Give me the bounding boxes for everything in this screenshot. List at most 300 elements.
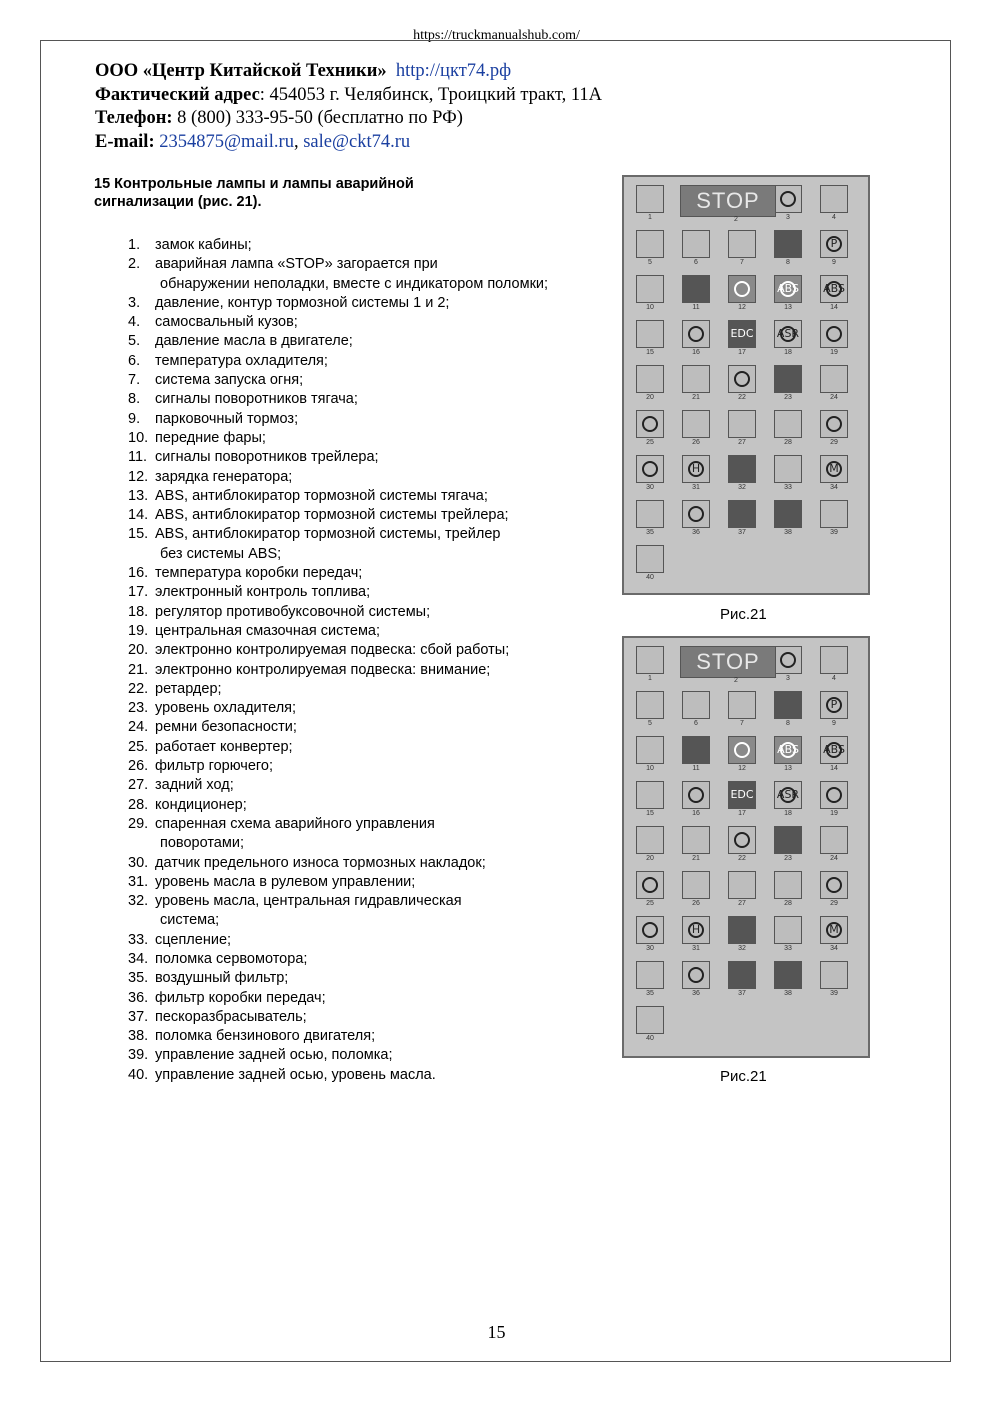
indicator-number-label: 40 <box>646 574 654 581</box>
indicator-39 <box>814 498 854 540</box>
warning-lamp-icon <box>636 320 664 348</box>
list-item <box>128 332 588 351</box>
list-item-number: 10. <box>128 429 149 446</box>
list-item-text: замок кабины; <box>155 237 252 253</box>
indicator-number-label: 16 <box>692 349 700 356</box>
list-item-text: сцепление; <box>155 931 232 948</box>
warning-lamp-icon <box>636 871 664 899</box>
indicator-number-label: 20 <box>646 855 654 862</box>
indicator-number-label: 5 <box>648 720 652 727</box>
indicator-number-label: 7 <box>740 720 744 727</box>
indicator-number-label: 6 <box>694 720 698 727</box>
email-link-1[interactable]: 2354875@mail.ru <box>159 131 294 152</box>
list-item <box>128 622 588 641</box>
indicator-number-label: 10 <box>646 304 654 311</box>
list-item <box>128 1008 588 1027</box>
indicator-number-label: 23 <box>784 855 792 862</box>
indicator-number-label: 19 <box>830 349 838 356</box>
indicator-number-label: 20 <box>646 394 654 401</box>
indicator-number-label: 22 <box>738 394 746 401</box>
indicator-39 <box>814 959 854 1001</box>
indicator-number-label: 21 <box>692 394 700 401</box>
indicator-number-label: 17 <box>738 810 746 817</box>
list-item-number: 7. <box>128 372 141 389</box>
indicator-16 <box>676 318 716 360</box>
list-item-number: 35. <box>128 970 149 987</box>
dashboard-figure-1 <box>622 175 870 595</box>
warning-lamp-icon <box>636 230 664 258</box>
indicator-number-label: 25 <box>646 900 654 907</box>
email-label: E-mail: <box>95 131 155 152</box>
warning-lamp-icon <box>682 691 710 719</box>
indicator-number-label: 40 <box>646 1035 654 1042</box>
list-item-text: температура охладителя; <box>155 352 328 369</box>
list-item-text: самосвальный кузов; <box>155 314 298 331</box>
list-item <box>128 313 588 332</box>
indicator-26 <box>676 408 716 450</box>
list-item <box>128 796 588 815</box>
warning-lamp-icon <box>636 736 664 764</box>
list-item-text: работает конвертер; <box>155 738 293 755</box>
indicator-12 <box>722 273 762 315</box>
list-item-continuation: обнаружении неполадки, вместе с индикатором поломки; <box>160 275 549 292</box>
warning-lamp-icon <box>682 871 710 899</box>
warning-lamp-icon: ASR <box>774 781 802 809</box>
indicator-number-label: 11 <box>692 304 700 311</box>
indicator-28 <box>768 408 808 450</box>
indicator-36 <box>676 498 716 540</box>
warning-lamp-icon <box>728 455 756 483</box>
indicator-11 <box>676 273 716 315</box>
indicator-22 <box>722 363 762 405</box>
indicator-number-label: 39 <box>830 990 838 997</box>
indicator-1 <box>630 183 670 225</box>
indicator-35 <box>630 498 670 540</box>
indicator-17 <box>722 779 762 821</box>
warning-lamp-icon <box>820 781 848 809</box>
warning-lamp-icon <box>774 871 802 899</box>
list-item <box>128 892 588 931</box>
list-item-text: ABS, антиблокиратор тормозной системы тягача; <box>155 487 488 504</box>
list-item-text: сигналы поворотников тягача; <box>155 391 358 408</box>
lamp-list <box>128 236 588 1085</box>
indicator-number-label: 35 <box>646 990 654 997</box>
list-item <box>128 487 588 506</box>
list-item-number: 5. <box>128 333 141 350</box>
indicator-number-label: 6 <box>694 259 698 266</box>
indicator-number-label: 1 <box>648 214 652 221</box>
list-item <box>128 1046 588 1065</box>
warning-lamp-icon <box>636 185 664 213</box>
list-item <box>128 776 588 795</box>
indicator-number-label: 2 <box>734 677 738 684</box>
warning-lamp-icon <box>820 185 848 213</box>
indicator-number-label: 8 <box>786 259 790 266</box>
indicator-number-label: 24 <box>830 394 838 401</box>
indicator-9 <box>814 228 854 270</box>
indicator-number-label: 14 <box>830 765 838 772</box>
warning-lamp-icon <box>728 275 756 303</box>
list-item-number: 29. <box>128 815 149 832</box>
indicator-number-label: 25 <box>646 439 654 446</box>
indicator-6 <box>676 228 716 270</box>
warning-lamp-icon <box>774 455 802 483</box>
indicator-5 <box>630 689 670 731</box>
indicator-32 <box>722 453 762 495</box>
indicator-36 <box>676 959 716 1001</box>
warning-lamp-icon <box>774 410 802 438</box>
stop-lamp: STOP <box>680 646 776 678</box>
warning-lamp-icon: EDC <box>728 781 756 809</box>
list-item <box>128 564 588 583</box>
figure-caption-1: Рис.21 <box>720 606 767 623</box>
indicator-number-label: 37 <box>738 529 746 536</box>
warning-lamp-icon <box>820 826 848 854</box>
warning-lamp-icon: ABS <box>774 736 802 764</box>
indicator-number-label: 23 <box>784 394 792 401</box>
list-item-text: фильтр горючего; <box>155 758 273 775</box>
list-item <box>128 950 588 969</box>
indicator-number-label: 38 <box>784 990 792 997</box>
warning-lamp-icon <box>728 500 756 528</box>
indicator-11 <box>676 734 716 776</box>
list-item <box>128 969 588 988</box>
indicator-32 <box>722 914 762 956</box>
indicator-35 <box>630 959 670 1001</box>
warning-lamp-icon: H <box>682 916 710 944</box>
list-item-number: 14. <box>128 507 149 524</box>
list-item-text: задний ход; <box>155 777 234 794</box>
list-item-number: 19. <box>128 622 149 639</box>
list-item-number: 33. <box>128 931 149 948</box>
warning-lamp-icon <box>774 365 802 393</box>
indicator-22 <box>722 824 762 866</box>
indicator-number-label: 3 <box>786 214 790 221</box>
list-item <box>128 448 588 467</box>
indicator-number-label: 29 <box>830 900 838 907</box>
indicator-number-label: 32 <box>738 484 746 491</box>
warning-lamp-icon <box>728 736 756 764</box>
indicator-8 <box>768 689 808 731</box>
indicator-number-label: 21 <box>692 855 700 862</box>
list-item-number: 24. <box>128 719 149 736</box>
list-item-number: 13. <box>128 487 149 504</box>
indicator-number-label: 26 <box>692 439 700 446</box>
list-item-number: 8. <box>128 391 141 408</box>
page-number: 15 <box>487 1322 506 1342</box>
warning-lamp-icon <box>682 230 710 258</box>
list-item <box>128 603 588 622</box>
list-item-number: 2. <box>128 256 141 273</box>
list-item-number: 3. <box>128 294 141 311</box>
indicator-number-label: 30 <box>646 945 654 952</box>
list-item-text: уровень масла в рулевом управлении; <box>155 873 416 890</box>
list-item <box>128 873 588 892</box>
list-item <box>128 680 588 699</box>
indicator-number-label: 7 <box>740 259 744 266</box>
indicator-number-label: 27 <box>738 900 746 907</box>
list-item-number: 28. <box>128 796 149 813</box>
indicator-25 <box>630 869 670 911</box>
indicator-number-label: 26 <box>692 900 700 907</box>
warning-lamp-icon: EDC <box>728 320 756 348</box>
list-item-number: 6. <box>128 352 141 369</box>
indicator-number-label: 4 <box>832 214 836 221</box>
warning-lamp-icon <box>774 230 802 258</box>
list-item-number: 26. <box>128 758 149 775</box>
list-item-text: электронно контролируемая подвеска: сбой работы; <box>155 642 510 659</box>
list-item <box>128 236 588 255</box>
list-item <box>128 410 588 429</box>
warning-lamp-icon <box>682 781 710 809</box>
warning-lamp-icon <box>728 961 756 989</box>
warning-lamp-icon <box>636 916 664 944</box>
indicator-33 <box>768 914 808 956</box>
list-item <box>128 738 588 757</box>
indicator-number-label: 1 <box>648 675 652 682</box>
list-item <box>128 815 588 854</box>
email-separator: , <box>293 131 304 152</box>
list-item-text: ремни безопасности; <box>155 719 297 736</box>
warning-lamp-icon <box>728 691 756 719</box>
dashboard-figure-2 <box>622 636 870 1058</box>
indicator-4 <box>814 644 854 686</box>
indicator-7 <box>722 228 762 270</box>
list-item-number: 1. <box>128 237 141 253</box>
indicator-number-label: 36 <box>692 529 700 536</box>
warning-lamp-icon: M <box>820 455 848 483</box>
list-item-text: уровень охладителя; <box>155 700 297 717</box>
list-item-text: ABS, антиблокиратор тормозной системы трейлера; <box>155 507 509 524</box>
indicator-number-label: 18 <box>784 349 792 356</box>
warning-lamp-icon <box>820 365 848 393</box>
indicator-9 <box>814 689 854 731</box>
list-item-text: давление, контур тормозной системы 1 и 2; <box>155 294 450 311</box>
indicator-number-label: 31 <box>692 945 700 952</box>
indicator-number-label: 33 <box>784 945 792 952</box>
warning-lamp-icon <box>636 500 664 528</box>
warning-lamp-icon <box>774 691 802 719</box>
warning-lamp-icon <box>636 275 664 303</box>
address-value: : 454053 г. Челябинск, Троицкий тракт, 11А <box>259 84 603 105</box>
list-item-number: 12. <box>128 468 149 485</box>
indicator-14 <box>814 734 854 776</box>
indicator-31 <box>676 453 716 495</box>
phone-value: 8 (800) 333-95-50 (бесплатно по РФ) <box>172 108 463 128</box>
indicator-number-label: 19 <box>830 810 838 817</box>
list-item-number: 37. <box>128 1008 149 1025</box>
indicator-number-label: 13 <box>784 304 792 311</box>
indicator-number-label: 14 <box>830 304 838 311</box>
stop-lamp: STOP <box>680 185 776 217</box>
list-item <box>128 429 588 448</box>
indicator-number-label: 12 <box>738 765 746 772</box>
list-item <box>128 757 588 776</box>
list-item-number: 15. <box>128 526 149 543</box>
warning-lamp-icon <box>728 230 756 258</box>
indicator-18 <box>768 779 808 821</box>
list-item-text: температура коробки передач; <box>155 565 363 582</box>
list-item-number: 34. <box>128 950 149 967</box>
list-item <box>128 1027 588 1046</box>
indicator-37 <box>722 959 762 1001</box>
indicator-number-label: 35 <box>646 529 654 536</box>
list-item <box>128 854 588 873</box>
warning-lamp-icon <box>820 961 848 989</box>
indicator-number-label: 17 <box>738 349 746 356</box>
list-item-text: парковочный тормоз; <box>155 410 299 427</box>
indicator-29 <box>814 408 854 450</box>
list-item <box>128 468 588 487</box>
warning-lamp-icon <box>636 646 664 674</box>
indicator-number-label: 27 <box>738 439 746 446</box>
list-item-text: регулятор противобуксовочной системы; <box>155 603 431 620</box>
list-item <box>128 699 588 718</box>
indicator-number-label: 34 <box>830 945 838 952</box>
warning-lamp-icon <box>774 646 802 674</box>
indicator-31 <box>676 914 716 956</box>
indicator-19 <box>814 779 854 821</box>
list-item-text: ретардер; <box>155 680 222 697</box>
warning-lamp-icon <box>728 826 756 854</box>
list-item <box>128 989 588 1008</box>
indicator-number-label: 10 <box>646 765 654 772</box>
address-line <box>95 84 602 108</box>
list-item-number: 18. <box>128 603 149 620</box>
warning-lamp-icon <box>682 365 710 393</box>
indicator-number-label: 12 <box>738 304 746 311</box>
indicator-16 <box>676 779 716 821</box>
list-item <box>128 1066 588 1085</box>
warning-lamp-icon: ABS <box>820 736 848 764</box>
indicator-12 <box>722 734 762 776</box>
figure-caption-2: Рис.21 <box>720 1068 767 1085</box>
list-item-continuation: система; <box>160 912 220 929</box>
indicator-23 <box>768 363 808 405</box>
list-item-number: 17. <box>128 584 149 601</box>
list-item <box>128 583 588 602</box>
indicator-number-label: 22 <box>738 855 746 862</box>
list-item-text: уровень масла, центральная гидравлическая <box>155 893 462 910</box>
list-item-number: 30. <box>128 854 149 871</box>
indicator-21 <box>676 824 716 866</box>
indicator-number-label: 28 <box>784 439 792 446</box>
indicator-20 <box>630 363 670 405</box>
warning-lamp-icon <box>636 826 664 854</box>
list-item-text: давление масла в двигателе; <box>155 333 353 350</box>
warning-lamp-icon <box>682 275 710 303</box>
warning-lamp-icon <box>636 545 664 573</box>
warning-lamp-icon <box>820 646 848 674</box>
source-url[interactable]: https://truckmanualshub.com/ <box>413 28 580 43</box>
warning-lamp-icon <box>636 961 664 989</box>
indicator-30 <box>630 914 670 956</box>
list-item <box>128 931 588 950</box>
list-item-text: система запуска огня; <box>155 372 304 389</box>
indicator-number-label: 29 <box>830 439 838 446</box>
indicator-13 <box>768 734 808 776</box>
indicator-number-label: 32 <box>738 945 746 952</box>
warning-lamp-icon <box>820 410 848 438</box>
warning-lamp-icon: ABS <box>774 275 802 303</box>
list-item <box>128 718 588 737</box>
indicator-number-label: 37 <box>738 990 746 997</box>
indicator-29 <box>814 869 854 911</box>
indicator-number-label: 8 <box>786 720 790 727</box>
indicator-25 <box>630 408 670 450</box>
indicator-21 <box>676 363 716 405</box>
list-item-continuation: без системы ABS; <box>160 545 282 562</box>
indicator-40 <box>630 1004 670 1046</box>
company-url-link[interactable]: http://цкт74.рф <box>395 61 512 81</box>
indicator-8 <box>768 228 808 270</box>
indicator-number-label: 38 <box>784 529 792 536</box>
indicator-7 <box>722 689 762 731</box>
list-item-text: аварийная лампа «STOP» загорается при <box>155 256 438 273</box>
warning-lamp-icon: P <box>820 230 848 258</box>
email-link-2[interactable]: sale@ckt74.ru <box>303 131 411 152</box>
indicator-37 <box>722 498 762 540</box>
indicator-13 <box>768 273 808 315</box>
list-item-text: спаренная схема аварийного управления <box>155 815 435 832</box>
indicator-number-label: 15 <box>646 810 654 817</box>
warning-lamp-icon <box>820 500 848 528</box>
company-header <box>95 60 602 154</box>
warning-lamp-icon <box>682 410 710 438</box>
list-item-number: 21. <box>128 661 149 678</box>
warning-lamp-icon <box>636 781 664 809</box>
list-item-number: 11. <box>128 449 148 466</box>
indicator-20 <box>630 824 670 866</box>
indicator-40 <box>630 543 670 585</box>
list-item-continuation: поворотами; <box>160 835 244 852</box>
list-item-text: поломка сервомотора; <box>155 950 308 967</box>
warning-lamp-icon <box>820 871 848 899</box>
list-item-number: 36. <box>128 989 149 1006</box>
list-item-text: воздушный фильтр; <box>155 970 289 987</box>
list-item-number: 9. <box>128 410 141 427</box>
indicator-number-label: 13 <box>784 765 792 772</box>
warning-lamp-icon <box>728 410 756 438</box>
list-item-text: сигналы поворотников трейлера; <box>155 449 379 466</box>
indicator-4 <box>814 183 854 225</box>
warning-lamp-icon <box>682 500 710 528</box>
indicator-number-label: 28 <box>784 900 792 907</box>
indicator-38 <box>768 498 808 540</box>
list-item-text: электронный контроль топлива; <box>155 584 371 601</box>
warning-lamp-icon <box>774 500 802 528</box>
list-item-number: 32. <box>128 893 149 910</box>
warning-lamp-icon <box>820 320 848 348</box>
warning-lamp-icon <box>636 455 664 483</box>
list-item-number: 4. <box>128 314 141 331</box>
warning-lamp-icon <box>682 826 710 854</box>
list-item-text: зарядка генератора; <box>155 468 293 485</box>
list-item <box>128 390 588 409</box>
list-item-text: пескоразбрасыватель; <box>155 1008 307 1025</box>
indicator-6 <box>676 689 716 731</box>
indicator-number-label: 31 <box>692 484 700 491</box>
list-item <box>128 352 588 371</box>
indicator-19 <box>814 318 854 360</box>
list-item <box>128 661 588 680</box>
warning-lamp-icon <box>774 826 802 854</box>
indicator-number-label: 4 <box>832 675 836 682</box>
warning-lamp-icon: H <box>682 455 710 483</box>
warning-lamp-icon: M <box>820 916 848 944</box>
warning-lamp-icon <box>728 871 756 899</box>
list-item-number: 31. <box>128 873 149 890</box>
